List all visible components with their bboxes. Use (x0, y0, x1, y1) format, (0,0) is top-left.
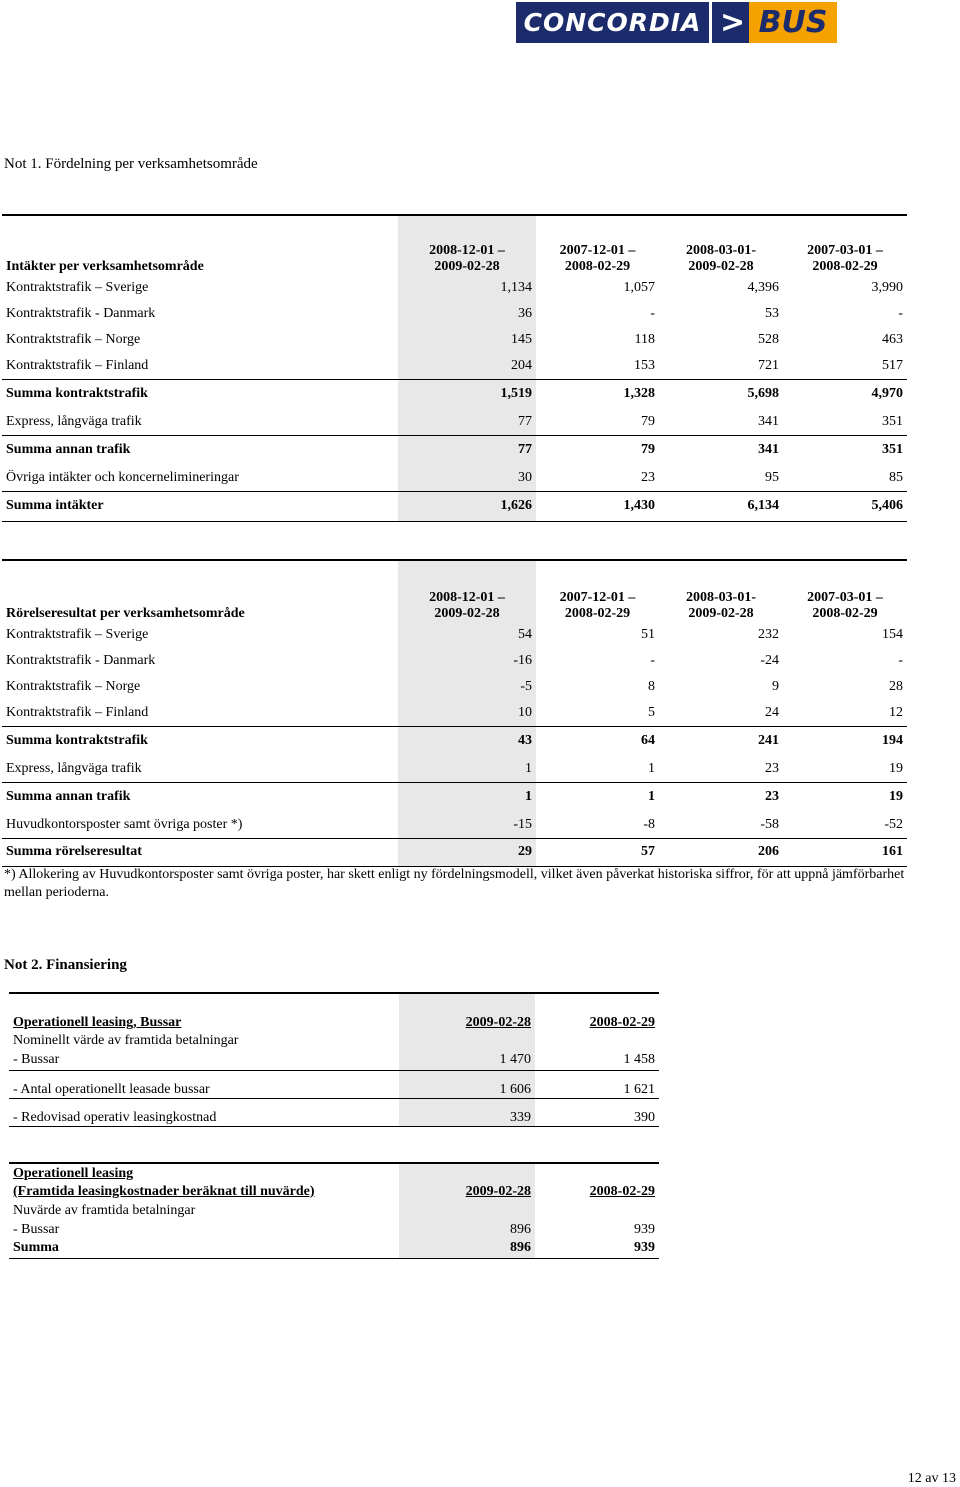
col-header: 2008-03-01- 2009-02-28 (659, 215, 783, 275)
intakter-heading: Intäkter per verksamhetsområde (2, 215, 398, 275)
sublabel: Nuvärde av framtida betalningar (13, 1202, 196, 1218)
leasing-heading: Operationell leasing (9, 1163, 399, 1182)
col-header: 2008-02-29 (535, 993, 659, 1031)
sum-row: Summa annan trafik 77 79 341 351 (2, 435, 907, 465)
logo-arrow: > (720, 5, 746, 40)
sum-row: Summa 896 939 (9, 1239, 659, 1258)
intakter-table (2, 214, 907, 522)
leasing-nuvarde-table (9, 1162, 659, 1259)
table-row: Kontraktstrafik – Norge -5 8 9 28 (2, 674, 907, 700)
leasing-bussar-heading: Operationell leasing, Bussar (9, 993, 399, 1031)
table-row: Kontraktstrafik – Finland 204 153 721 517 (2, 353, 907, 379)
table-row: - Bussar 1 470 1 458 (9, 1050, 659, 1070)
sublabel: Nominellt värde av framtida betalningar (13, 1032, 239, 1048)
concordia-bus-logo (516, 2, 837, 43)
col-header: 2007-12-01 – 2008-02-29 (536, 215, 659, 275)
leasing-bussar-table (9, 992, 659, 1127)
table-row: - Redovisad operativ leasingkostnad 339 390 (9, 1098, 659, 1126)
table-row: Express, långväga trafik 1 1 23 19 (2, 756, 907, 782)
leasing-subheading: (Framtida leasingkostnader beräknat till nuvärde) (13, 1183, 315, 1199)
table-row: Kontraktstrafik – Sverige 1,134 1,057 4,396 3,990 (2, 275, 907, 301)
col-header: 2009-02-28 (399, 1182, 535, 1201)
sum-row: Summa annan trafik 1 1 23 19 (2, 782, 907, 812)
table-row: Kontraktstrafik – Norge 145 118 528 463 (2, 327, 907, 353)
table-row: Huvudkontorsposter samt övriga poster *) -15 -8 -58 -52 (2, 812, 907, 838)
sum-row: Summa kontraktstrafik 1,519 1,328 5,698 4,970 (2, 379, 907, 409)
col-header: 2007-03-01 – 2008-02-29 (783, 560, 907, 622)
footnote: *) Allokering av Huvudkontorsposter samt övriga poster, har skett enligt ny fördelningsmodell, vilket även påverkat historiska siffror, för att uppnå jämförbarhet mellan perioderna. (4, 867, 905, 900)
note1-title: Not 1. Fördelning per verksamhetsområde (4, 156, 258, 172)
col-header: 2007-12-01 – 2008-02-29 (536, 560, 659, 622)
table-row: - Bussar 896 939 (9, 1220, 659, 1239)
total-row: Summa intäkter 1,626 1,430 6,134 5,406 (2, 491, 907, 521)
col-header: 2008-02-29 (589, 1183, 655, 1199)
col-header: 2009-02-28 (399, 993, 535, 1031)
page-number: 12 av 13 (907, 1471, 956, 1486)
table-row: Kontraktstrafik – Sverige 54 51 232 154 (2, 622, 907, 648)
rorelse-heading: Rörelseresultat per verksamhetsområde (2, 560, 398, 622)
table-row: Express, långväga trafik 77 79 341 351 (2, 409, 907, 435)
table-row: Övriga intäkter och koncernelimineringar 30 23 95 85 (2, 465, 907, 491)
note2-title: Not 2. Finansiering (4, 957, 127, 973)
logo-concordia-text: CONCORDIA (516, 2, 709, 43)
table-row: Kontraktstrafik - Danmark -16 - -24 - (2, 648, 907, 674)
table-row: Kontraktstrafik – Finland 10 5 24 12 (2, 700, 907, 726)
col-header: 2008-12-01 – 2009-02-28 (398, 215, 536, 275)
col-header: 2007-03-01 – 2008-02-29 (783, 215, 907, 275)
rorelseresultat-table (2, 559, 907, 867)
table-row: - Antal operationellt leasade bussar 1 606 1 621 (9, 1070, 659, 1098)
logo-bus-text: BUS (749, 2, 837, 43)
col-header: 2008-12-01 – 2009-02-28 (398, 560, 536, 622)
total-row: Summa rörelseresultat 29 57 206 161 (2, 838, 907, 866)
col-header: 2008-03-01- 2009-02-28 (659, 560, 783, 622)
sum-row: Summa kontraktstrafik 43 64 241 194 (2, 726, 907, 756)
table-row: Kontraktstrafik - Danmark 36 - 53 - (2, 301, 907, 327)
